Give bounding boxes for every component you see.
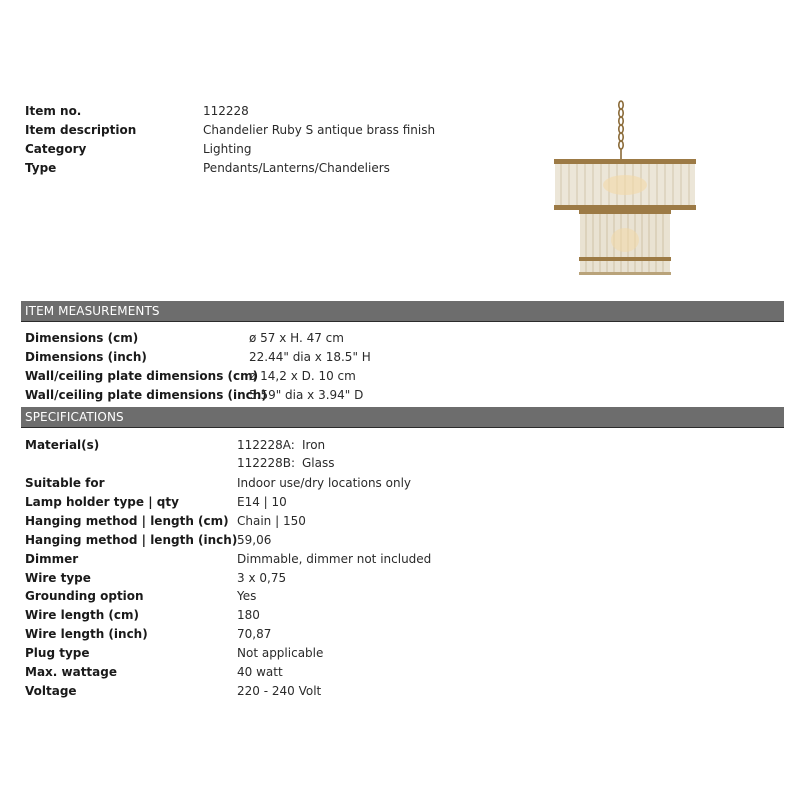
spec-value: Not applicable xyxy=(237,646,324,660)
spec-label: Hanging method | length (cm) xyxy=(25,514,229,528)
spec-label: Max. wattage xyxy=(25,665,117,679)
material-b-name: Glass xyxy=(302,456,335,470)
spec-label: Grounding option xyxy=(25,589,144,603)
spec-value: 40 watt xyxy=(237,665,283,679)
material-b xyxy=(237,454,335,473)
spec-label: Hanging method | length (inch) xyxy=(25,533,238,547)
spec-label: Wire type xyxy=(25,571,91,585)
item-description-label: Item description xyxy=(25,123,137,137)
plate-dimensions-inch-label: Wall/ceiling plate dimensions (inch) xyxy=(25,388,267,402)
spec-value: 59,06 xyxy=(237,533,272,547)
dimensions-cm-label: Dimensions (cm) xyxy=(25,331,139,345)
specifications-header: SPECIFICATIONS xyxy=(21,407,784,427)
spec-label: Dimmer xyxy=(25,552,79,566)
dimensions-cm-value: ø 57 x H. 47 cm xyxy=(249,331,344,345)
spec-value: Yes xyxy=(237,589,257,603)
spec-label: Lamp holder type | qty xyxy=(25,495,179,509)
spec-label: Wire length (inch) xyxy=(25,627,148,641)
spec-value: Indoor use/dry locations only xyxy=(237,476,412,490)
item-description-value: Chandelier Ruby S antique brass finish xyxy=(203,123,436,137)
item-no-label: Item no. xyxy=(25,104,82,118)
category-value: Lighting xyxy=(203,142,252,156)
spec-value: 180 xyxy=(237,608,260,622)
plate-dimensions-cm-value: ø 14,2 x D. 10 cm xyxy=(249,369,356,383)
spec-value: Dimmable, dimmer not included xyxy=(237,552,432,566)
spec-value: 70,87 xyxy=(237,627,272,641)
spec-value: E14 | 10 xyxy=(237,495,287,509)
dimensions-inch-value: 22.44" dia x 18.5" H xyxy=(249,350,371,364)
spec-label: Suitable for xyxy=(25,476,105,490)
type-value: Pendants/Lanterns/Chandeliers xyxy=(203,161,390,175)
spec-label: Voltage xyxy=(25,684,77,698)
chandelier-product-image xyxy=(545,100,705,285)
item-measurements-divider xyxy=(21,321,784,322)
spec-value: Chain | 150 xyxy=(237,514,306,528)
materials-label: Material(s) xyxy=(25,438,100,452)
item-measurements-header: ITEM MEASUREMENTS xyxy=(21,301,784,321)
plate-dimensions-inch-value: 5.59" dia x 3.94" D xyxy=(249,388,364,402)
material-b-code: 112228B: xyxy=(237,456,296,470)
plate-dimensions-cm-label: Wall/ceiling plate dimensions (cm) xyxy=(25,369,259,383)
specifications-divider xyxy=(21,427,784,428)
type-label: Type xyxy=(25,161,57,175)
material-a-code: 112228A: xyxy=(237,438,295,452)
material-a xyxy=(237,436,325,455)
spec-label: Plug type xyxy=(25,646,90,660)
spec-value: 3 x 0,75 xyxy=(237,571,287,585)
dimensions-inch-label: Dimensions (inch) xyxy=(25,350,147,364)
spec-value: 220 - 240 Volt xyxy=(237,684,322,698)
category-label: Category xyxy=(25,142,87,156)
material-a-name: Iron xyxy=(302,438,326,452)
item-no-value: 112228 xyxy=(203,104,249,118)
spec-label: Wire length (cm) xyxy=(25,608,140,622)
